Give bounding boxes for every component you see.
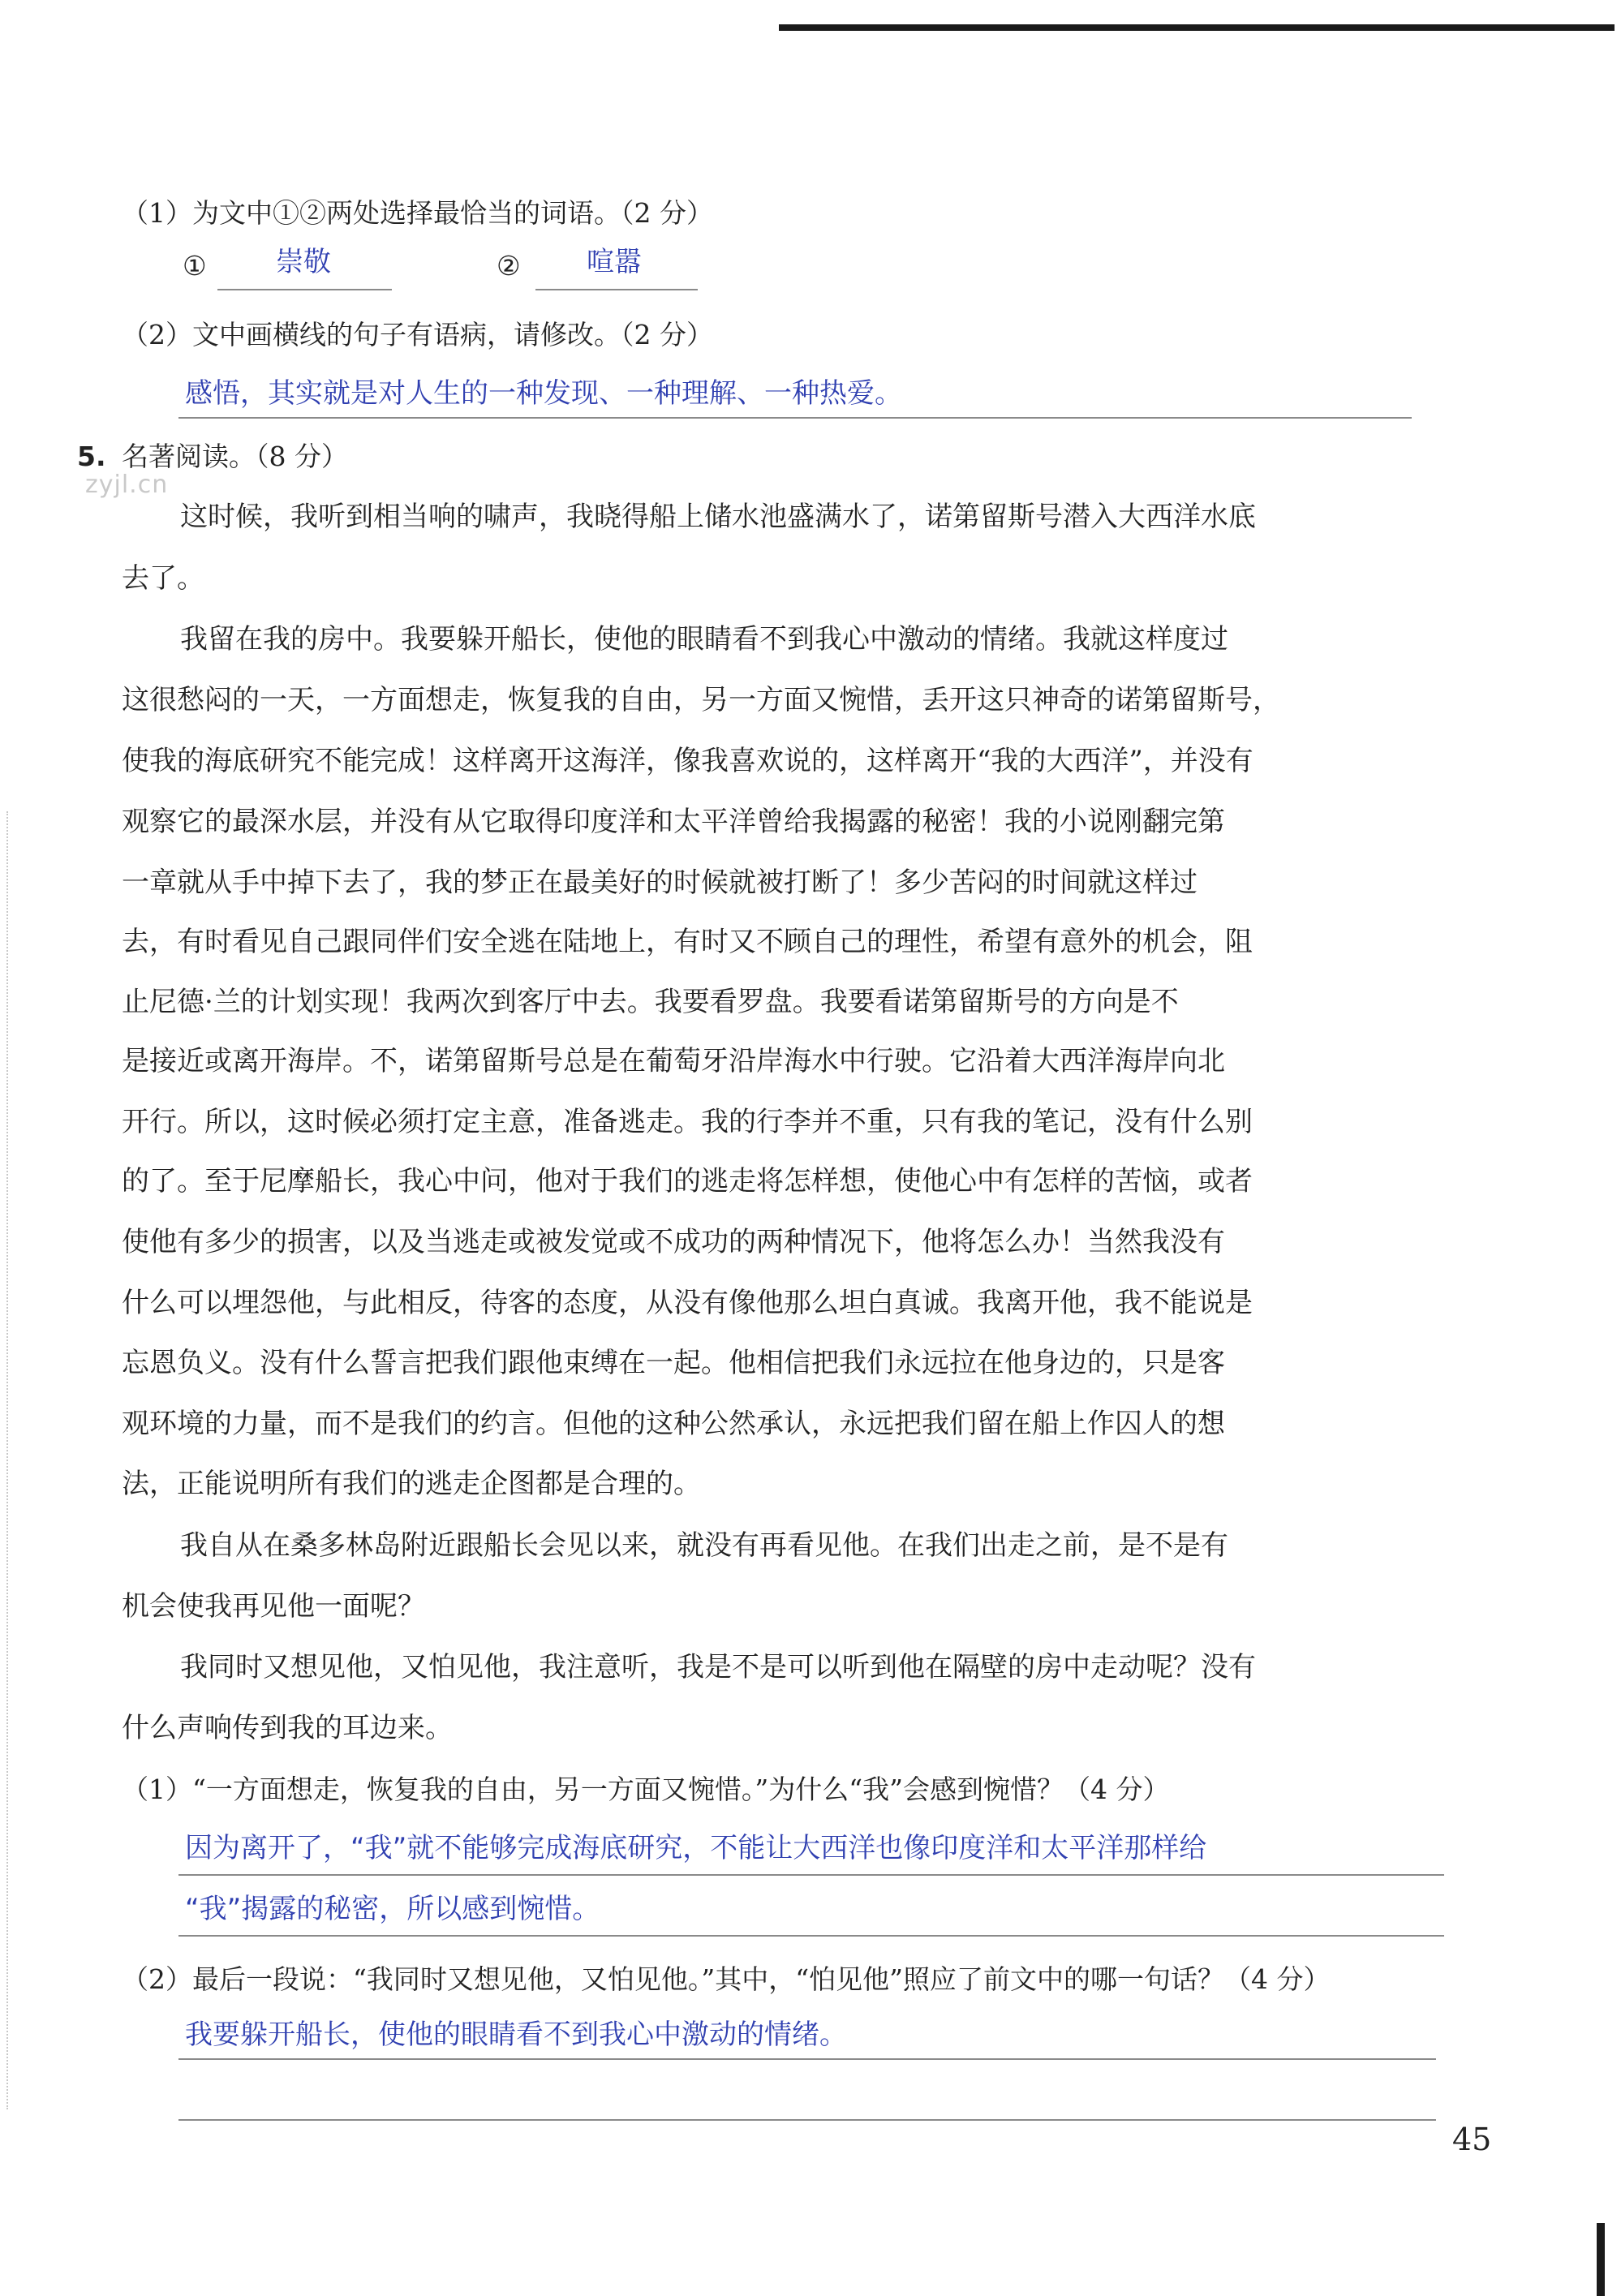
passage-line: 什么可以埋怨他，与此相反，待客的态度，从没有像他那么坦白真诚。我离开他，我不能说是 (122, 1287, 1253, 1319)
q5-number-text: 5. (77, 441, 106, 472)
passage-line: 机会使我再见他一面呢？ (122, 1590, 425, 1623)
page-number: 45 (1452, 2122, 1492, 2157)
blank1-underline (217, 289, 392, 290)
passage-line: 观察它的最深水层，并没有从它取得印度洋和太平洋曾给我揭露的秘密！我的小说刚翻完第 (122, 806, 1225, 838)
q5-sub1-prompt: （1）“一方面想走，恢复我的自由，另一方面又惋惜。”为什么“我”会感到惋惜？（4 分） (122, 1774, 1170, 1805)
passage-line: 使我的海底研究不能完成！这样离开这海洋，像我喜欢说的，这样离开“我的大西洋”，并没有 (122, 745, 1253, 777)
passage-line: 去，有时看见自己跟同伴们安全逃在陆地上，有时又不顾自己的理性，希望有意外的机会，阻 (122, 926, 1253, 958)
passage-line: 我同时又想见他，又怕见他，我注意听，我是不是可以听到他在隔壁的房中走动呢？没有 (180, 1651, 1256, 1683)
passage-line: 去了。 (122, 562, 204, 595)
q5-sub1-answer-line2: “我”揭露的秘密，所以感到惋惜。 (185, 1893, 600, 1925)
passage-line: 什么声响传到我的耳边来。 (122, 1712, 453, 1744)
q4-sub1-prompt: （1）为文中①②两处选择最恰当的词语。（2 分） (122, 197, 713, 229)
q5-sub2-answer-rule1 (178, 2058, 1436, 2060)
passage-line: 开行。所以，这时候必须打定主意，准备逃走。我的行李并不重，只有我的笔记，没有什么别 (122, 1106, 1253, 1138)
q5-sub1-answer-rule2 (178, 1935, 1444, 1937)
q5-sub2-prompt: （2）最后一段说：“我同时又想见他，又怕见他。”其中，“怕见他”照应了前文中的哪一句话？（4 分） (122, 1963, 1331, 1995)
passage-line: 使他有多少的损害，以及当逃走或被发觉或不成功的两种情况下，他将怎么办！当然我没有 (122, 1226, 1225, 1258)
blank2-underline (535, 289, 698, 290)
passage-line: 的了。至于尼摩船长，我心中问，他对于我们的逃走将怎样想，使他心中有怎样的苦恼，或者 (122, 1165, 1253, 1197)
passage-line: 我留在我的房中。我要躲开船长，使他的眼睛看不到我心中激动的情绪。我就这样度过 (180, 623, 1228, 656)
q5-sub2-answer-rule2 (178, 2119, 1436, 2121)
passage-line: 是接近或离开海岸。不，诺第留斯号总是在葡萄牙沿岸海水中行驶。它沿着大西洋海岸向北 (122, 1045, 1225, 1077)
passage-line: 这时候，我听到相当响的啸声，我晓得船上储水池盛满水了，诺第留斯号潜入大西洋水底 (180, 501, 1256, 533)
q5-sub1-answer-rule1 (178, 1874, 1444, 1876)
q4-sub2-prompt: （2）文中画横线的句子有语病，请修改。（2 分） (122, 319, 713, 350)
passage-line: 止尼德·兰的计划实现！我两次到客厅中去。我要看罗盘。我要看诺第留斯号的方向是不 (122, 986, 1179, 1018)
q5-sub1-answer-line1: 因为离开了，“我”就不能够完成海底研究，不能让大西洋也像印度洋和太平洋那样给 (185, 1832, 1207, 1864)
left-margin-dots (6, 811, 10, 2109)
q4-sub2-answer-line (178, 417, 1412, 419)
watermark: zyjl.cn (85, 471, 169, 499)
passage-line: 法，正能说明所有我们的逃走企图都是合理的。 (122, 1468, 701, 1500)
blank2-answer: 喧嚣 (587, 246, 642, 278)
q5-sub2-answer: 我要躲开船长，使他的眼睛看不到我心中激动的情绪。 (185, 2019, 847, 2051)
q5-title: 名著阅读。（8 分） (122, 441, 348, 472)
blank1-marker: ① (183, 250, 207, 282)
right-edge-rule (1597, 2223, 1605, 2296)
top-border-rule (779, 24, 1615, 31)
passage-line: 忘恩负义。没有什么誓言把我们跟他束缚在一起。他相信把我们永远拉在他身边的，只是客 (122, 1347, 1225, 1379)
passage-line: 这很愁闷的一天，一方面想走，恢复我的自由，另一方面又惋惜，丢开这只神奇的诺第留斯号， (122, 684, 1280, 716)
passage-line: 观环境的力量，而不是我们的约言。但他的这种公然承认，永远把我们留在船上作囚人的想 (122, 1408, 1225, 1440)
passage-line: 一章就从手中掉下去了，我的梦正在最美好的时候就被打断了！多少苦闷的时间就这样过 (122, 866, 1197, 899)
q4-sub2-answer: 感悟，其实就是对人生的一种发现、一种理解、一种热爱。 (185, 377, 902, 410)
blank1-answer: 崇敬 (276, 246, 331, 278)
blank2-marker: ② (497, 250, 521, 282)
passage-line: 我自从在桑多林岛附近跟船长会见以来，就没有再看见他。在我们出走之前，是不是有 (180, 1529, 1228, 1562)
